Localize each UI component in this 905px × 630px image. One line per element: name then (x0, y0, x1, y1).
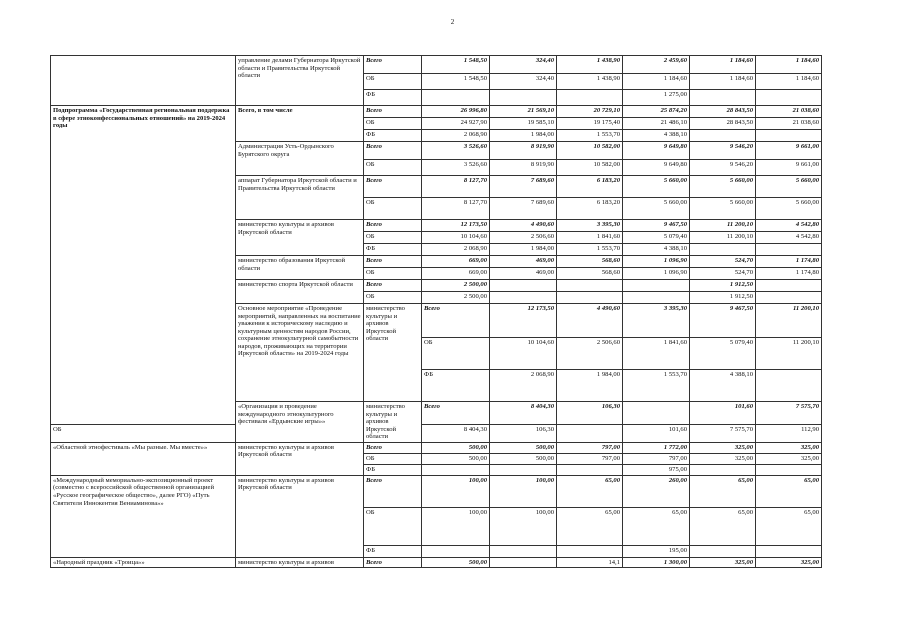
value-cell: 3 526,60 (422, 142, 490, 160)
funding-source-cell: Всего (364, 142, 422, 160)
value-cell: 325,00 (756, 557, 822, 568)
value-cell: 1 096,90 (623, 268, 690, 280)
value-cell: 524,70 (690, 256, 756, 268)
value-cell (690, 90, 756, 106)
value-cell: 11 200,10 (756, 304, 822, 338)
program-cell: Основное мероприятие «Проведение мероприятий, направленных на воспитание уважения к историческому наследию и культурным ценностям народов России, сохранение этнокультурной самобытности народов, проживающих на территории Иркутской области» на 2019-2024 годы (236, 304, 364, 402)
value-cell: 5 079,40 (623, 232, 690, 244)
value-cell: 2 506,60 (557, 338, 623, 370)
value-cell: 325,00 (690, 557, 756, 568)
value-cell: 1 438,90 (557, 56, 623, 74)
funding-source-cell: ОБ (364, 507, 422, 545)
value-cell: 4 388,10 (690, 370, 756, 402)
value-cell: 1 548,50 (422, 56, 490, 74)
value-cell: 1 553,70 (557, 244, 623, 256)
value-cell: 19 175,40 (557, 118, 623, 130)
value-cell: 3 395,30 (623, 304, 690, 338)
value-cell (756, 464, 822, 475)
value-cell: 1 438,90 (557, 74, 623, 90)
value-cell: 100,00 (422, 475, 490, 507)
value-cell: 500,00 (490, 442, 557, 453)
budget-table (50, 55, 822, 568)
value-cell: 8 404,30 (490, 402, 557, 425)
value-cell: 9 546,20 (690, 142, 756, 160)
table-row (51, 557, 822, 568)
value-cell: 669,00 (422, 256, 490, 268)
value-cell: 669,00 (422, 268, 490, 280)
value-cell: 4 490,60 (557, 304, 623, 338)
program-cell: Подпрограмма «Государственная региональная поддержка в сфере этноконфессиональных отношений» на 2019-2024 годы (51, 106, 236, 425)
value-cell: 2 068,90 (422, 244, 490, 256)
value-cell: 2 068,90 (422, 130, 490, 142)
value-cell (690, 464, 756, 475)
funding-source-cell: ОБ (364, 268, 422, 280)
value-cell (422, 90, 490, 106)
funding-source-cell: ОБ (364, 160, 422, 176)
funding-source-cell: ОБ (364, 232, 422, 244)
funding-source-cell: ОБ (422, 338, 490, 370)
value-cell: 1 984,00 (490, 130, 557, 142)
value-cell: 325,00 (690, 453, 756, 464)
value-cell: 101,60 (623, 424, 690, 442)
funding-source-cell: Всего (364, 475, 422, 507)
value-cell: 1 184,60 (690, 74, 756, 90)
value-cell: 7 689,60 (490, 198, 557, 220)
value-cell: 5 660,00 (690, 176, 756, 198)
value-cell: 106,30 (490, 424, 557, 442)
program-cell: «Международный мемориально-экспозиционный проект (совместно с всероссийской общественной организацией «Русское географическое общество», далее РГО) «Путь Святителя Иннокентия Вениаминова»» (51, 475, 236, 557)
value-cell: 4 388,10 (623, 244, 690, 256)
value-cell (690, 545, 756, 557)
value-cell (623, 292, 690, 304)
table-row (51, 442, 822, 453)
value-cell: 65,00 (557, 507, 623, 545)
value-cell: 1 174,80 (756, 268, 822, 280)
value-cell: 1 912,50 (690, 280, 756, 292)
executor-cell: Всего, в том числе (236, 106, 364, 142)
executor-cell: министерство образования Иркутской области (236, 256, 364, 280)
value-cell: 2 459,60 (623, 56, 690, 74)
value-cell: 325,00 (756, 442, 822, 453)
value-cell: 1 912,50 (690, 292, 756, 304)
value-cell: 8 919,90 (490, 160, 557, 176)
value-cell: 100,00 (490, 507, 557, 545)
value-cell: 9 546,20 (690, 160, 756, 176)
value-cell: 11 200,10 (690, 220, 756, 232)
table-row (51, 56, 822, 74)
value-cell: 469,00 (490, 268, 557, 280)
value-cell: 8 127,70 (422, 176, 490, 198)
value-cell: 1 184,60 (623, 74, 690, 90)
value-cell: 324,40 (490, 56, 557, 74)
value-cell: 797,00 (557, 453, 623, 464)
value-cell (623, 280, 690, 292)
value-cell: 1 184,60 (756, 56, 822, 74)
funding-source-cell: ФБ (364, 90, 422, 106)
value-cell (557, 280, 623, 292)
value-cell: 65,00 (756, 507, 822, 545)
value-cell: 500,00 (422, 453, 490, 464)
value-cell: 12 173,50 (490, 304, 557, 338)
value-cell: 21 038,60 (756, 106, 822, 118)
value-cell: 500,00 (422, 557, 490, 568)
table-row (51, 106, 822, 118)
value-cell: 28 843,50 (690, 106, 756, 118)
value-cell: 568,60 (557, 256, 623, 268)
value-cell: 10 582,00 (557, 160, 623, 176)
funding-source-cell: ОБ (364, 198, 422, 220)
value-cell: 25 874,20 (623, 106, 690, 118)
value-cell: 1 275,00 (623, 90, 690, 106)
funding-source-cell: Всего (422, 402, 490, 425)
value-cell (490, 90, 557, 106)
value-cell: 9 661,00 (756, 142, 822, 160)
value-cell (557, 464, 623, 475)
value-cell: 1 553,70 (623, 370, 690, 402)
value-cell: 21 569,10 (490, 106, 557, 118)
value-cell: 28 843,50 (690, 118, 756, 130)
value-cell: 1 553,70 (557, 130, 623, 142)
value-cell: 19 585,10 (490, 118, 557, 130)
value-cell (756, 370, 822, 402)
value-cell: 1 984,00 (490, 244, 557, 256)
value-cell: 1 184,60 (690, 56, 756, 74)
value-cell (557, 292, 623, 304)
value-cell (490, 557, 557, 568)
value-cell: 1 096,90 (623, 256, 690, 268)
funding-source-cell: Всего (364, 557, 422, 568)
value-cell: 65,00 (690, 507, 756, 545)
value-cell: 100,00 (422, 507, 490, 545)
value-cell: 5 079,40 (690, 338, 756, 370)
funding-source-cell: Всего (364, 256, 422, 268)
table-row (51, 475, 822, 507)
funding-source-cell: ФБ (364, 545, 422, 557)
value-cell (422, 545, 490, 557)
value-cell: 4 542,80 (756, 220, 822, 232)
value-cell: 6 183,20 (557, 198, 623, 220)
value-cell (557, 90, 623, 106)
value-cell (490, 292, 557, 304)
value-cell (490, 464, 557, 475)
value-cell (756, 130, 822, 142)
value-cell (756, 90, 822, 106)
value-cell: 4 388,10 (623, 130, 690, 142)
value-cell: 9 661,00 (756, 160, 822, 176)
value-cell: 1 184,60 (756, 74, 822, 90)
value-cell (756, 292, 822, 304)
value-cell: 568,60 (557, 268, 623, 280)
value-cell (756, 545, 822, 557)
value-cell: 9 467,50 (623, 220, 690, 232)
funding-source-cell: ОБ (51, 424, 236, 442)
value-cell: 1 841,60 (557, 232, 623, 244)
value-cell: 8 919,90 (490, 142, 557, 160)
program-cell: «Организация и проведение международного этнокультурного фестиваля «Ердынские игры»» (236, 402, 364, 443)
value-cell: 195,00 (623, 545, 690, 557)
value-cell: 65,00 (690, 475, 756, 507)
value-cell: 11 200,10 (690, 232, 756, 244)
value-cell (490, 280, 557, 292)
program-cell: «Областной этнофестиваль «Мы разные. Мы вместе»» (51, 442, 236, 475)
value-cell: 524,70 (690, 268, 756, 280)
value-cell: 7 575,70 (756, 402, 822, 425)
value-cell: 7 689,60 (490, 176, 557, 198)
value-cell (422, 464, 490, 475)
value-cell: 325,00 (690, 442, 756, 453)
executor-cell: управление делами Губернатора Иркутской области и Правительства Иркутской области (236, 56, 364, 106)
value-cell: 12 173,50 (422, 220, 490, 232)
executor-cell: министерство культуры и архивов Иркутской области (236, 220, 364, 256)
value-cell: 11 200,10 (756, 338, 822, 370)
value-cell: 101,60 (690, 402, 756, 425)
value-cell: 7 575,70 (690, 424, 756, 442)
value-cell: 3 395,30 (557, 220, 623, 232)
value-cell: 65,00 (756, 475, 822, 507)
value-cell: 1 772,00 (623, 442, 690, 453)
executor-cell: министерство спорта Иркутской области (236, 280, 364, 304)
value-cell (490, 545, 557, 557)
funding-source-cell: ОБ (364, 74, 422, 90)
value-cell: 6 183,20 (557, 176, 623, 198)
value-cell: 9 649,80 (623, 142, 690, 160)
funding-source-cell: ФБ (422, 370, 490, 402)
executor-cell: министерство культуры и архивов Иркутской области (364, 304, 422, 402)
value-cell: 324,40 (490, 74, 557, 90)
funding-source-cell: Всего (364, 176, 422, 198)
value-cell: 4 490,60 (490, 220, 557, 232)
value-cell: 1 174,80 (756, 256, 822, 268)
value-cell: 8 127,70 (422, 198, 490, 220)
funding-source-cell: Всего (422, 304, 490, 338)
executor-cell: аппарат Губернатора Иркутской области и Правительства Иркутской области (236, 176, 364, 220)
funding-source-cell: Всего (364, 56, 422, 74)
value-cell: 10 582,00 (557, 142, 623, 160)
value-cell: 4 542,80 (756, 232, 822, 244)
value-cell: 1 300,00 (623, 557, 690, 568)
executor-cell: министерство культуры и архивов Иркутской области (364, 402, 422, 443)
value-cell: 5 660,00 (623, 176, 690, 198)
value-cell: 21 486,10 (623, 118, 690, 130)
funding-source-cell: Всего (364, 442, 422, 453)
executor-cell: Администрация Усть-Ордынского Бурятского округа (236, 142, 364, 176)
value-cell: 26 996,80 (422, 106, 490, 118)
funding-source-cell: Всего (364, 280, 422, 292)
value-cell: 24 927,90 (422, 118, 490, 130)
value-cell: 2 500,00 (422, 292, 490, 304)
funding-source-cell: ОБ (364, 292, 422, 304)
funding-source-cell: ФБ (364, 130, 422, 142)
value-cell: 1 984,00 (557, 370, 623, 402)
value-cell (557, 424, 623, 442)
value-cell: 3 526,60 (422, 160, 490, 176)
value-cell: 797,00 (557, 442, 623, 453)
value-cell: 1 548,50 (422, 74, 490, 90)
value-cell (690, 244, 756, 256)
value-cell (623, 402, 690, 425)
value-cell: 1 841,60 (623, 338, 690, 370)
funding-source-cell: Всего (364, 220, 422, 232)
value-cell: 500,00 (490, 453, 557, 464)
funding-source-cell: Всего (364, 106, 422, 118)
value-cell (557, 545, 623, 557)
value-cell (690, 130, 756, 142)
value-cell: 500,00 (422, 442, 490, 453)
value-cell: 9 649,80 (623, 160, 690, 176)
value-cell: 5 660,00 (756, 198, 822, 220)
value-cell: 5 660,00 (756, 176, 822, 198)
value-cell: 100,00 (490, 475, 557, 507)
funding-source-cell: ФБ (364, 244, 422, 256)
value-cell: 5 660,00 (623, 198, 690, 220)
funding-source-cell: ОБ (364, 118, 422, 130)
funding-source-cell: ФБ (364, 464, 422, 475)
value-cell: 325,00 (756, 453, 822, 464)
value-cell: 10 104,60 (490, 338, 557, 370)
value-cell: 8 404,30 (422, 424, 490, 442)
value-cell: 2 506,60 (490, 232, 557, 244)
value-cell: 9 467,50 (690, 304, 756, 338)
value-cell (756, 244, 822, 256)
value-cell: 14,1 (557, 557, 623, 568)
value-cell: 2 068,90 (490, 370, 557, 402)
executor-cell: министерство культуры и архивов Иркутской области (236, 475, 364, 557)
value-cell: 106,30 (557, 402, 623, 425)
executor-cell: министерство культуры и архивов Иркутской области (236, 442, 364, 475)
value-cell: 21 038,60 (756, 118, 822, 130)
table-row (51, 424, 822, 442)
budget-table-body (51, 56, 822, 568)
program-cell (51, 56, 236, 106)
value-cell (756, 280, 822, 292)
value-cell: 5 660,00 (690, 198, 756, 220)
value-cell: 65,00 (557, 475, 623, 507)
value-cell: 797,00 (623, 453, 690, 464)
value-cell: 2 500,00 (422, 280, 490, 292)
executor-cell: министерство культуры и архивов (236, 557, 364, 568)
value-cell: 20 729,10 (557, 106, 623, 118)
value-cell: 975,00 (623, 464, 690, 475)
page-number: 2 (450, 18, 455, 26)
program-cell: «Народный праздник «Троица»» (51, 557, 236, 568)
value-cell: 65,00 (623, 507, 690, 545)
value-cell: 260,00 (623, 475, 690, 507)
funding-source-cell: ОБ (364, 453, 422, 464)
value-cell: 469,00 (490, 256, 557, 268)
value-cell: 112,90 (756, 424, 822, 442)
value-cell: 10 104,60 (422, 232, 490, 244)
